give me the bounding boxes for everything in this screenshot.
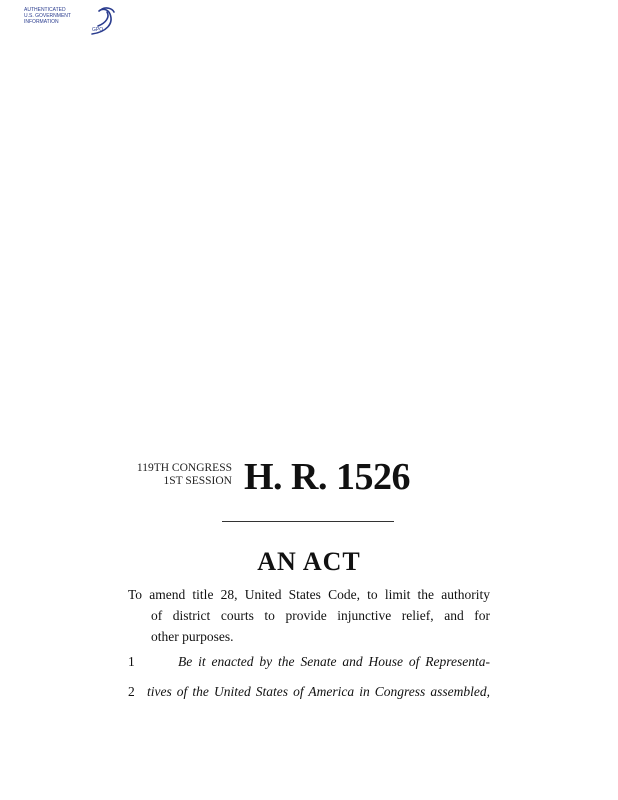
act-heading: AN ACT xyxy=(257,547,361,576)
session-label: 1ST SESSION xyxy=(163,475,232,487)
congress-label: 119TH CONGRESS xyxy=(136,462,232,474)
enacting-clause-line-1 xyxy=(0,653,618,683)
purpose-line-1: To amend title 28, United States Code, to limit the authority xyxy=(128,587,490,602)
enacting-clause-line-2 xyxy=(0,683,618,713)
congress-session-block xyxy=(120,462,232,488)
enacting-clause-text: tives of the United States of America in Congress assembled, xyxy=(147,684,490,699)
purpose-statement xyxy=(128,584,490,647)
line-number: 2 xyxy=(128,684,135,699)
purpose-line-3: other purposes. xyxy=(151,629,234,644)
line-number: 1 xyxy=(128,654,135,669)
seal-line-1: AUTHENTICATED xyxy=(24,7,66,13)
purpose-line-2: of district courts to provide injunctive relief, and for xyxy=(151,608,490,623)
gpo-authentication-seal xyxy=(22,4,122,40)
bill-number: H. R. 1526 xyxy=(244,456,410,498)
seal-line-3: INFORMATION xyxy=(24,19,59,25)
seal-line-4: GPO xyxy=(92,27,104,33)
seal-line-2: U.S. GOVERNMENT xyxy=(24,13,71,19)
divider-rule xyxy=(222,521,394,522)
enacting-clause-text: Be it enacted by the Senate and House of Representa- xyxy=(178,654,490,669)
